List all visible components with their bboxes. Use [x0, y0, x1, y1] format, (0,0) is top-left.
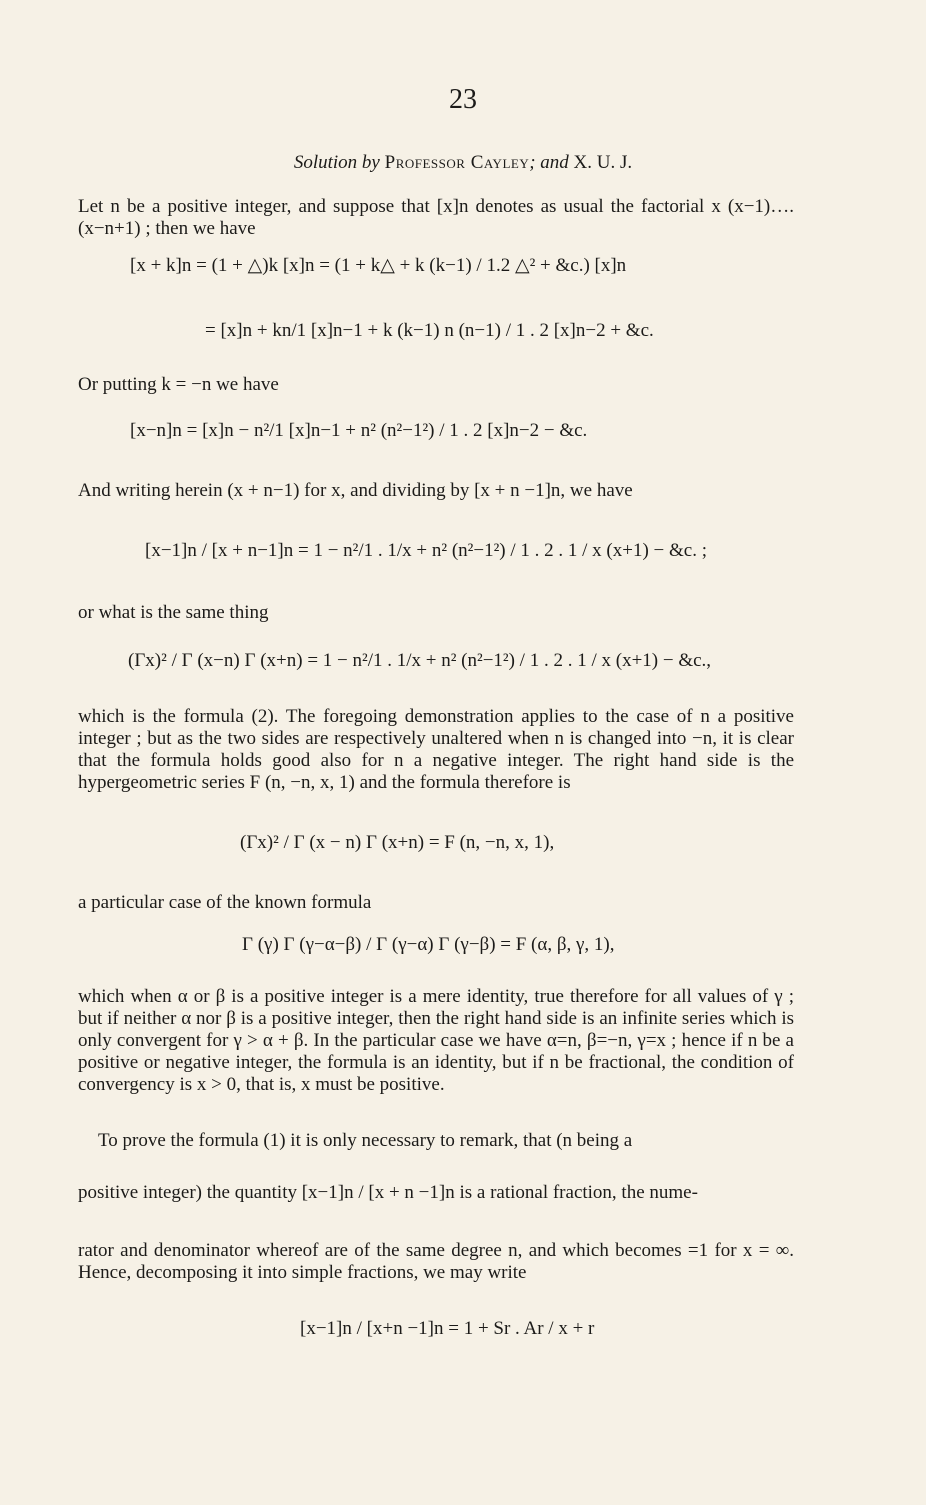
equation-4-text: (Γx)² / Γ (x−n) Γ (x+n) = 1 − n²/1 . 1/x + n² (n²−1²) / 1 . 2 . 1 / x (x+1) − &c., [128, 650, 712, 671]
equation-1b [205, 320, 654, 342]
byline-coauthor: X. U. J. [573, 152, 633, 173]
equation-1a-text: [x + k]n = (1 + △)k [x]n = (1 + k△ + k (k−1) / 1.2 △² + &c.) [x]n [130, 255, 627, 276]
equation-1a [130, 254, 626, 277]
equation-8-text: [x−1]n / [x+n −1]n = 1 + Sr . Ar / x + r [300, 1318, 595, 1339]
quantity-line [78, 1182, 698, 1204]
equation-4 [128, 650, 711, 672]
equation-2-text: [x−n]n = [x]n − n²/1 [x]n−1 + n² (n²−1²) / 1 . 2 [x]n−2 − &c. [130, 420, 588, 441]
paragraph-3: And writing herein (x + n−1) for x, and dividing by [x + n −1]n, we have [78, 480, 633, 501]
paragraph-4: or what is the same thing [78, 602, 269, 623]
equation-6-text: Γ (γ) Γ (γ−α−β) / Γ (γ−α) Γ (γ−β) = F (α, β, γ, 1), [242, 934, 615, 955]
equation-2 [130, 420, 587, 442]
paragraph-1: Let n be a positive integer, and suppose that [x]n denotes as usual the factorial x (x−1)…. (x−n+1) ; then we have [78, 196, 794, 239]
paragraph-2: Or putting k = −n we have [78, 374, 279, 395]
equation-5 [240, 832, 554, 854]
byline [0, 152, 926, 174]
page-number: 23 [449, 84, 477, 115]
byline-conj: ; and [529, 152, 569, 173]
byline-prefix: Solution by [293, 152, 380, 173]
equation-1b-text: = [x]n + kn/1 [x]n−1 + k (k−1) n (n−1) / 1 . 2 [x]n−2 + &c. [205, 320, 654, 341]
equation-5-text: (Γx)² / Γ (x − n) Γ (x+n) = F (n, −n, x, 1), [240, 832, 555, 853]
equation-6 [242, 934, 614, 956]
paragraph-7: which when α or β is a positive integer is a mere identity, true therefore for all values of γ ; but if neither α nor β is a positive integer, then the right hand side is an infinite series which is only convergent for γ > α + β. In the particular case we have α=n, β=−n, γ=x ; hence if n be a positive or negative integer, the formula is an identity, but if n be fractional, the condition of convergency is x > 0, that is, x must be positive. [78, 986, 794, 1095]
quantity-line-suffix: is a rational fraction, the nume- [459, 1182, 698, 1203]
equation-7-text: [x−1]n / [x + n −1]n [301, 1182, 455, 1203]
equation-8 [300, 1318, 594, 1340]
paragraph-6: a particular case of the known formula [78, 892, 372, 913]
paragraph-10: rator and denominator whereof are of the same degree n, and which becomes =1 for x = ∞. Hence, decomposing it into simple fractions, we may write [78, 1240, 794, 1283]
quantity-line-prefix: positive integer) the quantity [78, 1182, 297, 1203]
equation-3-text: [x−1]n / [x + n−1]n = 1 − n²/1 . 1/x + n² (n²−1²) / 1 . 2 . 1 / x (x+1) − &c. ; [145, 540, 707, 561]
paragraph-8: To prove the formula (1) it is only necessary to remark, that (n being a [98, 1130, 633, 1151]
equation-3 [145, 540, 707, 562]
byline-author: Professor Cayley [384, 152, 530, 173]
paragraph-5: which is the formula (2). The foregoing demonstration applies to the case of n a positive integer ; but as the two sides are respectively unaltered when n is changed into −n, it is clear that the formula holds good also for n a negative integer. The right hand side is the hypergeometric series F (n, −n, x, 1) and the formula therefore is [78, 706, 794, 793]
